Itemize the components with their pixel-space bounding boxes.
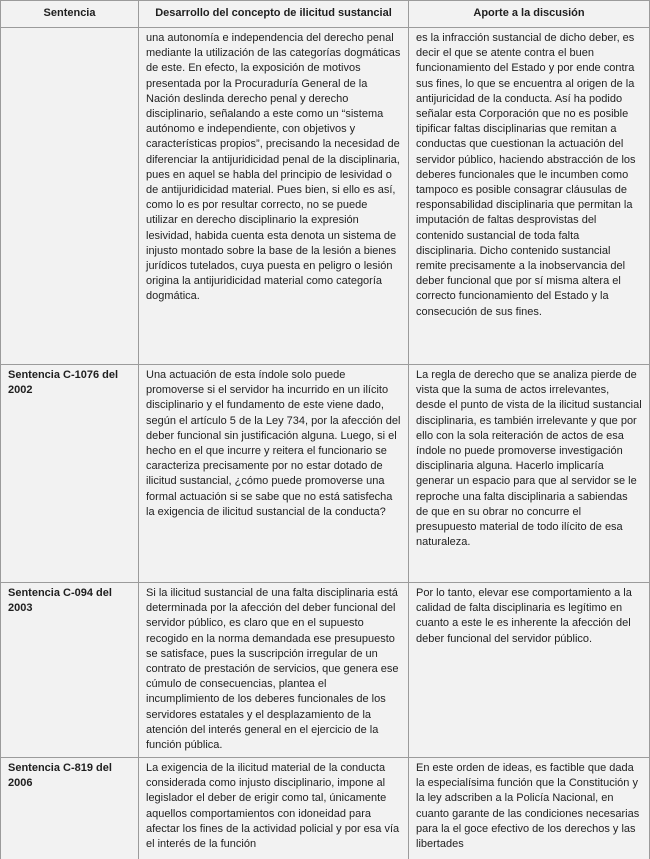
desarrollo-cell: Una actuación de esta índole solo puede promoverse si el servidor ha incurrido en un ilícito disciplinario y el fundamento de este viene dado, según el artículo 5 de la Ley 734, por la afección del deber funcional sin justificación alguna. Luego, si el hecho en el que incurre y reitera el funcionario se caracteriza precisamente por no estar dotado de ilicitud sustancial, ¿cómo puede promoverse una formal actuación si se sabe que no está satisfecha la exigencia de ilicitud sustancial de la conducta? bbox=[139, 365, 409, 583]
aporte-cell: Por lo tanto, elevar ese comportamiento a la calidad de falta disciplinaria es legítimo en cuanto a este le es inherente la afección del deber funcional del servidor público. bbox=[409, 583, 650, 758]
header-sentencia: Sentencia bbox=[1, 1, 139, 28]
sentencia-cell: Sentencia C-1076 del 2002 bbox=[1, 365, 139, 583]
sentencia-cell bbox=[1, 28, 139, 365]
aporte-cell: En este orden de ideas, es factible que dada la especialísima función que la Constitución y la ley adscriben a la Policía Nacional, en cuanto garante de las condiciones necesarias para la el goce efectivo de los derechos y las libertades bbox=[409, 758, 650, 859]
sentencia-cell: Sentencia C-819 del 2006 bbox=[1, 758, 139, 859]
aporte-cell: La regla de derecho que se analiza pierde de vista que la suma de actos irrelevantes, desde el punto de vista de la ilicitud sustancial disciplinaria, es también irrelevante y que por ello con la sola reiteración de actos de esa índole no puede promoverse investigación disciplinaria alguna. Hacerlo implicaría generar un espacio para que al servidor se le reproche una falta disciplinaria a sabiendas de que en su obrar no concurre el presupuesto material de todo ilícito de esa naturaleza. bbox=[409, 365, 650, 583]
table-header-row bbox=[1, 1, 650, 28]
table-row bbox=[1, 583, 650, 758]
table-row bbox=[1, 28, 650, 365]
header-aporte: Aporte a la discusión bbox=[409, 1, 650, 28]
desarrollo-cell: una autonomía e independencia del derecho penal mediante la utilización de las categorías dogmáticas de este. En efecto, la exposición de motivos presentada por la Procuraduría General de la Nación deslinda derecho penal y derecho disciplinario, señalando a este como un “sistema autónomo e independiente, con objetivos y características propios”, precisando la necesidad de diferenciar la antijuridicidad penal de la disciplinaria, pues en aquel se habla del principio de lesividad o de antijuridicidad material. Pues bien, si ello es así, como lo es por resultar correcto, no se puede utilizar en derecho disciplinario la expresión lesividad, habida cuenta esta denota un sistema de injusto montado sobre la base de la lesión a bienes jurídicos tutelados, cuya puesta en peligro o lesión origina la antijuridicidad material como categoría dogmática. bbox=[139, 28, 409, 365]
sentencia-cell: Sentencia C-094 del 2003 bbox=[1, 583, 139, 758]
desarrollo-cell: La exigencia de la ilicitud material de la conducta considerada como injusto disciplinario, impone al legislador el deber de erigir como tal, únicamente aquellos comportamientos con idoneidad para afectar los fines de la actividad policial y por esa vía el interés de la función bbox=[139, 758, 409, 859]
table-row bbox=[1, 758, 650, 859]
desarrollo-cell: Si la ilicitud sustancial de una falta disciplinaria está determinada por la afección del deber funcional del servidor público, es claro que en el supuesto recogido en la norma demandada ese presupuesto se satisface, pues la suscripción irregular de un contrato de prestación de servicios, que genera ese cúmulo de consecuencias, plantea el incumplimiento de los deberes funcionales de los servidores estatales y el desplazamiento de la atención del interés general en el ejercicio de la función pública. bbox=[139, 583, 409, 758]
table-row bbox=[1, 365, 650, 583]
aporte-cell: es la infracción sustancial de dicho deber, es decir el que se atente contra el buen funcionamiento del Estado y por ende contra sus fines, lo que se encuentra al origen de la antijuricidad de la conducta. Así ha podido señalar esta Corporación que no es posible tipificar faltas disciplinarias que remitan a conductas que cuestionan la actuación del servidor público, haciendo abstracción de los deberes funcionales que le incumben como tampoco es posible consagrar cláusulas de responsabilidad disciplinaria que permitan la imputación de faltas desprovistas del contenido sustancial de toda falta disciplinaria. Dicho contenido sustancial remite precisamente a la inobservancia del deber funcional que por sí misma altera el correcto funcionamiento del Estado y la consecución de sus fines. bbox=[409, 28, 650, 365]
header-desarrollo: Desarrollo del concepto de ilicitud sustancial bbox=[139, 1, 409, 28]
